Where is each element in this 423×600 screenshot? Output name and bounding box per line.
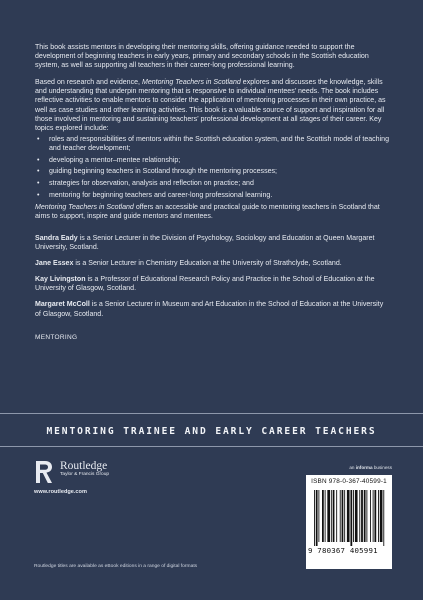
author-description: is a Senior Lecturer in Museum and Art Education in the School of Education at the University of Glasgow, Scotland. [35, 301, 384, 318]
barcode-bar [383, 490, 384, 546]
barcode-bar [380, 490, 383, 542]
barcode-digits: 9 780367 405991 [308, 546, 378, 555]
topic-item: • strategies for observation, analysis and reflection on practice; and [35, 179, 391, 188]
author-description: is a Senior Lecturer in the Division of Psychology, Sociology and Education at Queen Margaret University, Scotland. [35, 234, 375, 252]
publisher-url[interactable]: www.routledge.com [34, 489, 87, 495]
barcode-bar [331, 490, 332, 542]
topic-item: • mentoring for beginning teachers and career-long professional learning. [35, 191, 391, 200]
barcode-bar [314, 490, 315, 546]
back-cover-text [35, 43, 391, 342]
barcode-bar [316, 490, 318, 546]
barcode-bar [378, 490, 379, 542]
barcode-bar [370, 490, 371, 542]
author-bio [35, 275, 391, 293]
author-description: is a Senior Lecturer in Chemistry Education at the University of Strathclyde, Scotland. [73, 260, 342, 268]
key-topics-list [35, 135, 391, 200]
topic-item: • roles and responsibilities of mentors within the Scottish education system, and the Scottish model of teaching and teacher development; [35, 135, 391, 153]
author-description: is a Professor of Educational Research Policy and Practice in the School of Education at the University of Glasgow, Scotland. [35, 276, 375, 293]
informa-brand: informa [355, 465, 373, 470]
barcode-bar [318, 490, 319, 542]
barcode-bar [353, 490, 354, 542]
publisher-logo [34, 459, 214, 485]
informa-business-label [302, 465, 392, 470]
barcode-graphic [314, 490, 386, 546]
author-bio [35, 300, 391, 318]
closing-body: offers an accessible and practical guide to mentoring teachers in Scotland that aims to support, inspire and guide mentors and mentees. [35, 203, 380, 220]
author-name: Jane Essex [35, 260, 74, 268]
barcode-bar [342, 490, 344, 542]
barcode-bar [340, 490, 341, 542]
routledge-r-icon [34, 459, 54, 485]
barcode-bar [327, 490, 330, 542]
publisher-name: Routledge [60, 460, 108, 472]
barcode-bar [366, 490, 367, 542]
barcode-bar [374, 490, 376, 542]
author-name: Sandra Eady [35, 234, 78, 242]
barcode-bar [344, 490, 345, 542]
barcode-bar [359, 490, 360, 542]
barcode-bar [322, 490, 324, 542]
informa-prefix: an [349, 465, 356, 470]
informa-suffix: business [372, 465, 392, 470]
author-name: Margaret McColl [35, 301, 90, 309]
intro-paragraph: This book assists mentors in developing their mentoring skills, offering guidance needed to support the development of beginning teachers in early years, primary and secondary schools in the Scottish education system, as well as supporting all teachers in their career-long professional learning. [35, 44, 369, 70]
barcode-bar [373, 490, 374, 542]
closing-paragraph [35, 203, 391, 221]
barcode-bar [336, 490, 337, 542]
barcode-bar [325, 490, 326, 542]
author-bio [35, 259, 391, 268]
publisher-group: Taylor & Francis Group [60, 472, 110, 477]
author-bio [35, 234, 391, 252]
description-lead: Based on research and evidence, [35, 79, 142, 87]
description-paragraph [35, 78, 391, 133]
series-band [0, 413, 423, 447]
barcode-bar [333, 490, 335, 542]
series-title: MENTORING TRAINEE AND EARLY CAREER TEACHERS [46, 426, 377, 437]
barcode-bar [350, 490, 352, 546]
topic-item: • guiding beginning teachers in Scotland through the mentoring processes; [35, 167, 391, 176]
ebook-note: Routledge titles are available as eBook editions in a range of digital formats [34, 564, 198, 569]
subject-category: MENTORING [35, 333, 78, 341]
barcode-bar [361, 490, 363, 542]
publisher-block [34, 459, 214, 495]
author-name: Kay Livingston [35, 276, 86, 284]
barcode-bar [347, 490, 350, 542]
barcode-bar [364, 490, 366, 542]
book-title-italic: Mentoring Teachers in Scotland [141, 79, 241, 87]
barcode-panel [306, 475, 392, 569]
isbn-text: ISBN 978-0-367-40599-1 [311, 478, 387, 485]
description-body: explores and discusses the knowledge, skills and understanding that underpin mentoring that is responsive to individual mentees’ needs. The book includes reflective activities to enable mentors to consider the application of mentoring processes in their own practice, as well as case studies and other learning activities. This book is a valuable source of support and inspiration for all those involved in mentoring and sustaining teachers’ professional development at all stages of their career. Key topics explored include: [35, 79, 386, 132]
barcode-bar [355, 490, 358, 542]
book-title-italic: Mentoring Teachers in Scotland [35, 203, 134, 211]
topic-item: • developing a mentor–mentee relationship; [35, 156, 391, 165]
